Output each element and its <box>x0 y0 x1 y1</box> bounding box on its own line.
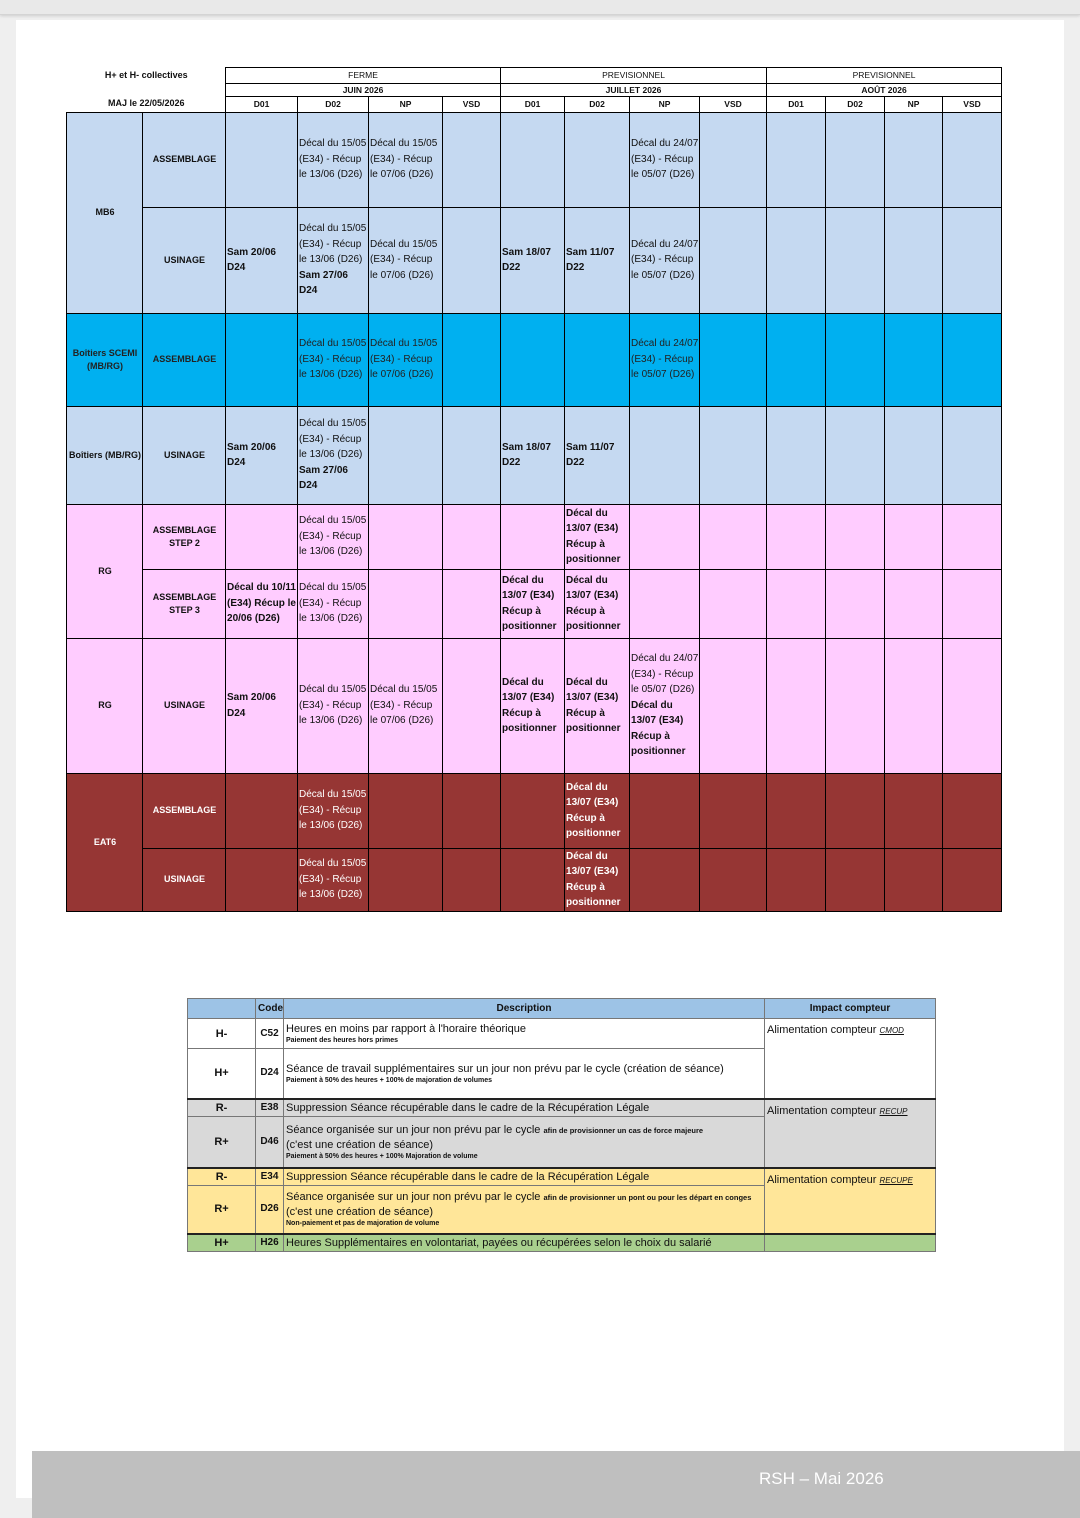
cell <box>226 773 298 848</box>
sub-usinage: USINAGE <box>143 406 226 504</box>
sub-assemblage: ASSEMBLAGE <box>143 313 226 406</box>
cell <box>767 313 826 406</box>
cell: Décal du 15/05 (E34) - Récup le 13/06 (D26) <box>298 773 369 848</box>
cell <box>700 569 767 638</box>
cell <box>501 313 565 406</box>
cell <box>826 638 885 773</box>
sub-assemblage: ASSEMBLAGE <box>143 773 226 848</box>
cell: Sam 20/06 D24 <box>226 207 298 313</box>
cell <box>369 504 443 569</box>
cell: Décal du 13/07 (E34) Récup à positionner <box>565 569 630 638</box>
cell: Décal du 15/05 (E34) - Récup le 13/06 (D26) <box>298 848 369 911</box>
group-boitiers: Boîtiers (MB/RG) <box>67 406 143 504</box>
status-previsionnel-juillet: PREVISIONNEL <box>501 68 767 84</box>
cell <box>700 406 767 504</box>
schedule-table <box>66 67 1002 912</box>
legend-impact-recupe: Alimentation compteur RECUPE <box>765 1168 936 1234</box>
cell: Décal du 10/11 (E34) Récup le 20/06 (D26) <box>226 569 298 638</box>
cell <box>885 504 943 569</box>
cell: Décal du 15/05 (E34) - Récup le 07/06 (D26) <box>369 313 443 406</box>
table-row <box>67 773 1002 848</box>
sub-assemblage-step2: ASSEMBLAGE STEP 2 <box>143 504 226 569</box>
sub-assemblage-step3: ASSEMBLAGE STEP 3 <box>143 569 226 638</box>
cell <box>885 638 943 773</box>
cell <box>885 313 943 406</box>
cell <box>630 848 700 911</box>
cell <box>369 406 443 504</box>
cell <box>443 504 501 569</box>
legend-row <box>188 1019 936 1049</box>
cell <box>767 773 826 848</box>
cell <box>700 313 767 406</box>
table-row <box>67 313 1002 406</box>
cell <box>943 773 1002 848</box>
cell: Sam 20/06 D24 <box>226 638 298 773</box>
cell <box>501 773 565 848</box>
legend-impact-empty <box>765 1234 936 1252</box>
cell <box>226 848 298 911</box>
legend-description: Heures en moins par rapport à l'horaire théorique Paiement des heures hors primes <box>284 1019 765 1049</box>
cell: Sam 11/07 D22 <box>565 207 630 313</box>
cell <box>630 406 700 504</box>
legend-header-impact: Impact compteur <box>765 999 936 1019</box>
table-row <box>67 638 1002 773</box>
legend-header-description: Description <box>284 999 765 1019</box>
legend-description: Séance organisée sur un jour non prévu par le cycle afin de provisionner un cas de force majeure (c'est une création de séance) Paiement à 50% des heures + 100% Majoration de volume <box>284 1117 765 1168</box>
cell <box>767 406 826 504</box>
cell <box>630 504 700 569</box>
cell <box>767 638 826 773</box>
cell <box>826 773 885 848</box>
cell: Décal du 13/07 (E34) Récup à positionner <box>565 848 630 911</box>
cell <box>826 504 885 569</box>
legend-description: Suppression Séance récupérable dans le cadre de la Récupération Légale <box>284 1168 765 1186</box>
shift-d01: D01 <box>501 96 565 112</box>
legend-description: Séance organisée sur un jour non prévu par le cycle afin de provisionner un pont ou pour les départ en conges (c'est une création de séance) Non-paiement et pas de majoration de volume <box>284 1186 765 1234</box>
cell <box>943 848 1002 911</box>
cell <box>501 504 565 569</box>
legend-symbol: R- <box>188 1168 256 1186</box>
legend-symbol: H+ <box>188 1234 256 1252</box>
cell: Décal du 15/05 (E34) - Récup le 07/06 (D26) <box>369 638 443 773</box>
cell: Sam 20/06 D24 <box>226 406 298 504</box>
cell: Décal du 15/05 (E34) - Récup le 13/06 (D26) <box>298 569 369 638</box>
cell: Sam 11/07 D22 <box>565 406 630 504</box>
cell: Décal du 13/07 (E34) Récup à positionner <box>565 504 630 569</box>
cell <box>501 848 565 911</box>
cell <box>943 313 1002 406</box>
legend-header-sym <box>188 999 256 1019</box>
shift-vsd: VSD <box>443 96 501 112</box>
cell <box>885 112 943 207</box>
cell <box>700 638 767 773</box>
cell: Décal du 15/05 (E34) - Récup le 13/06 (D26) Sam 27/06 D24 <box>298 406 369 504</box>
cell <box>443 569 501 638</box>
legend-code: D46 <box>256 1117 284 1168</box>
cell <box>943 569 1002 638</box>
group-rg: RG <box>67 638 143 773</box>
group-eat6: EAT6 <box>67 773 143 911</box>
blank-header <box>67 83 226 96</box>
cell <box>767 848 826 911</box>
legend-code: H26 <box>256 1234 284 1252</box>
shift-d01: D01 <box>226 96 298 112</box>
cell <box>565 313 630 406</box>
cell: Sam 18/07 D22 <box>501 406 565 504</box>
legend-code: D26 <box>256 1186 284 1234</box>
cell: Sam 18/07 D22 <box>501 207 565 313</box>
legend-description: Suppression Séance récupérable dans le cadre de la Récupération Légale <box>284 1099 765 1117</box>
cell: Décal du 15/05 (E34) - Récup le 07/06 (D26) <box>369 112 443 207</box>
cell <box>226 504 298 569</box>
shift-d02: D02 <box>826 96 885 112</box>
cell: Décal du 24/07 (E34) - Récup le 05/07 (D26) <box>630 207 700 313</box>
cell <box>885 848 943 911</box>
legend-code: D24 <box>256 1049 284 1099</box>
legend-symbol: H+ <box>188 1049 256 1099</box>
legend-table <box>187 998 936 1252</box>
cell <box>943 406 1002 504</box>
table-row <box>67 406 1002 504</box>
shift-vsd: VSD <box>700 96 767 112</box>
cell <box>767 207 826 313</box>
legend-code: C52 <box>256 1019 284 1049</box>
legend-description: Séance de travail supplémentaires sur un jour non prévu par le cycle (création de séance) Paiement à 50% des heures + 100% de majoration de volumes <box>284 1049 765 1099</box>
group-rg: RG <box>67 504 143 638</box>
cell: Décal du 15/05 (E34) - Récup le 07/06 (D26) <box>369 207 443 313</box>
cell: Décal du 13/07 (E34) Récup à positionner <box>501 569 565 638</box>
cell <box>369 848 443 911</box>
sub-usinage: USINAGE <box>143 848 226 911</box>
cell <box>443 848 501 911</box>
legend-row <box>188 1168 936 1186</box>
cell: Décal du 24/07 (E34) - Récup le 05/07 (D26) <box>630 313 700 406</box>
cell <box>826 313 885 406</box>
legend-code: E34 <box>256 1168 284 1186</box>
page-footer <box>32 1451 1080 1518</box>
cell <box>826 569 885 638</box>
legend-row <box>188 1234 936 1252</box>
cell: Décal du 15/05 (E34) - Récup le 13/06 (D26) Sam 27/06 D24 <box>298 207 369 313</box>
sub-usinage: USINAGE <box>143 207 226 313</box>
table-row <box>67 569 1002 638</box>
legend-symbol: R+ <box>188 1117 256 1168</box>
shift-d02: D02 <box>565 96 630 112</box>
cell <box>826 207 885 313</box>
cell <box>369 569 443 638</box>
cell <box>826 848 885 911</box>
cell: Décal du 15/05 (E34) - Récup le 13/06 (D26) <box>298 504 369 569</box>
cell <box>826 112 885 207</box>
cell <box>700 504 767 569</box>
cell <box>226 313 298 406</box>
cell <box>226 112 298 207</box>
cell <box>630 569 700 638</box>
cell <box>885 569 943 638</box>
cell <box>700 848 767 911</box>
collectives-label: H+ et H- collectives <box>67 68 226 84</box>
cell <box>443 112 501 207</box>
cell: Décal du 24/07 (E34) - Récup le 05/07 (D26) Décal du 13/07 (E34) Récup à positionner <box>630 638 700 773</box>
status-ferme: FERME <box>226 68 501 84</box>
shift-np: NP <box>885 96 943 112</box>
cell <box>700 773 767 848</box>
shift-np: NP <box>369 96 443 112</box>
legend-symbol: R- <box>188 1099 256 1117</box>
group-boitiers-scemi: Boîtiers SCEMI (MB/RG) <box>67 313 143 406</box>
month-juin: JUIN 2026 <box>226 83 501 96</box>
shift-np: NP <box>630 96 700 112</box>
cell <box>369 773 443 848</box>
cell <box>443 207 501 313</box>
shift-vsd: VSD <box>943 96 1002 112</box>
group-mb6: MB6 <box>67 112 143 313</box>
legend-impact-cmod: Alimentation compteur CMOD <box>765 1019 936 1099</box>
cell: Décal du 15/05 (E34) - Récup le 13/06 (D26) <box>298 112 369 207</box>
cell <box>767 569 826 638</box>
legend-header-code: Code <box>256 999 284 1019</box>
month-aout: AOÛT 2026 <box>767 83 1002 96</box>
cell <box>885 207 943 313</box>
table-row <box>67 112 1002 207</box>
legend-row <box>188 1099 936 1117</box>
cell: Décal du 13/07 (E34) Récup à positionner <box>565 773 630 848</box>
legend-symbol: H- <box>188 1019 256 1049</box>
cell <box>943 112 1002 207</box>
cell <box>443 638 501 773</box>
table-row <box>67 207 1002 313</box>
cell: Décal du 24/07 (E34) - Récup le 05/07 (D26) <box>630 112 700 207</box>
cell <box>767 504 826 569</box>
cell <box>943 207 1002 313</box>
shift-d02: D02 <box>298 96 369 112</box>
cell <box>565 112 630 207</box>
cell: Décal du 13/07 (E34) Récup à positionner <box>565 638 630 773</box>
cell <box>443 313 501 406</box>
maj-date: MAJ le 22/05/2026 <box>67 96 226 112</box>
sub-usinage: USINAGE <box>143 638 226 773</box>
viewer-top-bar <box>0 0 1080 15</box>
cell: Décal du 15/05 (E34) - Récup le 13/06 (D26) <box>298 638 369 773</box>
cell <box>443 773 501 848</box>
status-previsionnel-aout: PREVISIONNEL <box>767 68 1002 84</box>
cell <box>943 504 1002 569</box>
footer-text: RSH – Mai 2026 <box>759 1469 884 1488</box>
shift-d01: D01 <box>767 96 826 112</box>
cell <box>700 207 767 313</box>
cell <box>767 112 826 207</box>
cell <box>885 773 943 848</box>
legend-symbol: R+ <box>188 1186 256 1234</box>
table-row <box>67 848 1002 911</box>
cell <box>826 406 885 504</box>
cell: Décal du 13/07 (E34) Récup à positionner <box>501 638 565 773</box>
legend-description: Heures Supplémentaires en volontariat, payées ou récupérées selon le choix du salarié <box>284 1234 765 1252</box>
cell <box>501 112 565 207</box>
table-row <box>67 504 1002 569</box>
legend-impact-recup: Alimentation compteur RECUP <box>765 1099 936 1168</box>
cell <box>943 638 1002 773</box>
cell <box>885 406 943 504</box>
cell <box>630 773 700 848</box>
cell: Décal du 15/05 (E34) - Récup le 13/06 (D26) <box>298 313 369 406</box>
sub-assemblage: ASSEMBLAGE <box>143 112 226 207</box>
cell <box>443 406 501 504</box>
cell <box>700 112 767 207</box>
month-juillet: JUILLET 2026 <box>501 83 767 96</box>
legend-code: E38 <box>256 1099 284 1117</box>
